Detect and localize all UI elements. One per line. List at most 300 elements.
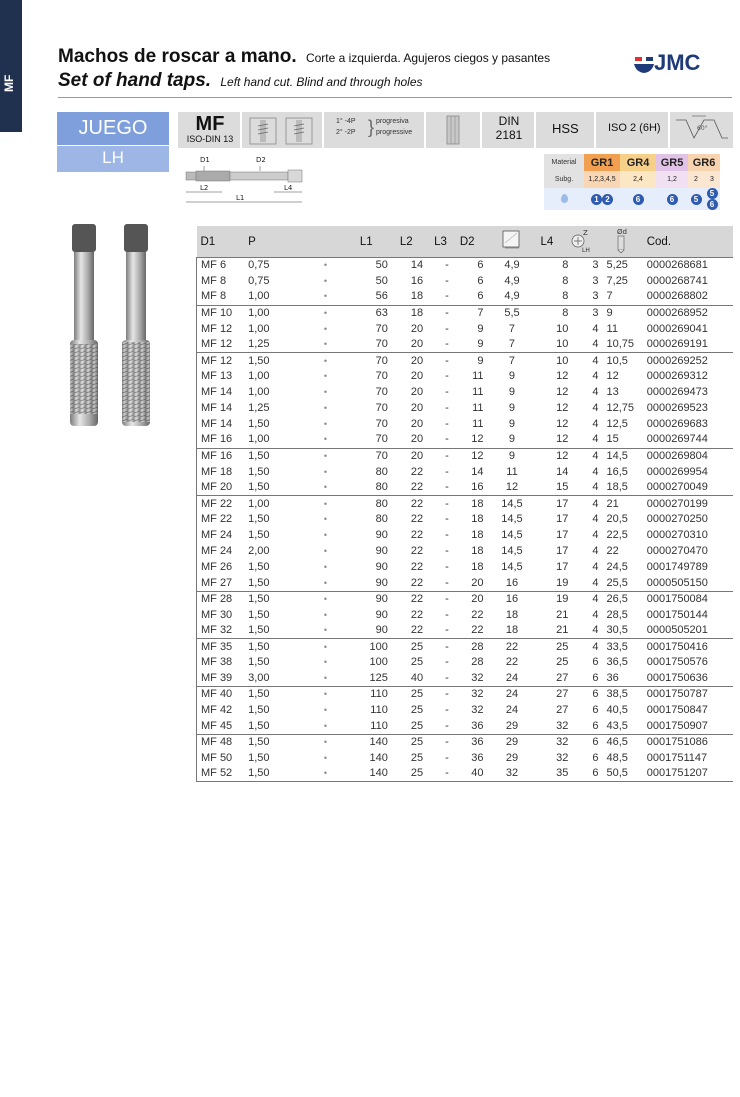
cell-bullet: •: [323, 418, 328, 429]
cell-p: 1,00: [248, 386, 270, 399]
cell-square: 24: [484, 687, 541, 703]
diagram-l4: L4: [284, 184, 293, 192]
cell-d2: 28: [471, 656, 484, 669]
cell-drill: 28,5: [606, 608, 628, 621]
cell-drill: 21: [599, 496, 645, 512]
cell-code: 0001750847: [646, 703, 708, 716]
cell-d2: 9: [477, 338, 484, 351]
cell-l2: 22: [410, 481, 424, 494]
cell-l4: 35: [540, 766, 568, 782]
cell-drill: 12: [606, 370, 619, 383]
cell-d1: MF 45: [197, 718, 249, 734]
cell-d1: MF 14: [197, 416, 249, 432]
title-en: Set of hand taps.: [58, 70, 212, 91]
cell-l2: 20: [410, 322, 424, 335]
cell-bullet: •: [323, 672, 328, 683]
cell-code: 0000268681: [645, 258, 733, 274]
cell-bullet: •: [323, 545, 328, 556]
cell-d1: MF 8: [197, 289, 249, 305]
cell-code: 0001750907: [646, 719, 708, 732]
cell-d2: 14: [471, 465, 484, 478]
cell-square: 9: [508, 417, 516, 430]
cell-l3: -: [445, 624, 449, 637]
table-row: [197, 687, 734, 703]
cell-l4: 8: [540, 258, 568, 274]
cell-drill: 16,5: [606, 465, 628, 478]
blind-through-hole-icon: [426, 112, 480, 148]
cell-l3: -: [434, 258, 460, 274]
cell-code: 0001750084: [645, 591, 733, 607]
cell-d1: MF 14: [197, 401, 249, 417]
cell-l1: 70: [360, 448, 388, 464]
usage-gr1: [584, 188, 620, 210]
cell-l4: 17: [556, 529, 569, 542]
spec-type: MF: [195, 113, 225, 135]
cell-l4: 8: [540, 305, 568, 321]
cell-l1: 110: [370, 703, 388, 716]
cell-d2: 22: [471, 608, 484, 621]
cell-square: 4,9: [484, 258, 541, 274]
cell-l1: 140: [369, 751, 388, 764]
cell-bullet: •: [323, 323, 328, 334]
cell-code: 0001750144: [646, 608, 708, 621]
cell-l1: 90: [375, 608, 388, 621]
brand-logo-mark: [632, 52, 656, 76]
cell-square: 14,5: [484, 496, 541, 512]
cell-l2: 22: [410, 608, 424, 621]
cell-l3: -: [445, 417, 449, 430]
cell-flutes: 6: [592, 719, 599, 732]
cell-d1: MF 22: [197, 512, 249, 528]
cell-l2: 25: [410, 751, 424, 764]
cell-d1: MF 35: [197, 639, 249, 655]
cell-d2: 11: [472, 401, 484, 414]
cell-d1: MF 22: [197, 496, 249, 512]
cell-drill: 20,5: [606, 513, 628, 526]
cell-square: 24: [505, 703, 519, 716]
cell-bullet: •: [323, 530, 328, 541]
header-flutes: [568, 226, 598, 258]
cell-code: 0000269252: [645, 353, 733, 369]
cell-l4: 17: [556, 544, 569, 557]
progressive-steps: [336, 116, 356, 138]
cell-d1: MF 50: [197, 750, 249, 766]
cell-drill: 38,5: [599, 687, 645, 703]
cell-l1: 50: [360, 258, 388, 274]
cell-drill: 30,5: [606, 624, 628, 637]
cell-flutes: 4: [592, 513, 599, 526]
cell-p: 1,50: [248, 513, 270, 526]
cell-l4: 8: [562, 290, 569, 303]
cell-l2: 25: [388, 687, 434, 703]
cell-bullet: •: [323, 625, 328, 636]
coolant-drop-cell: [544, 188, 584, 210]
cell-drill: 43,5: [606, 719, 628, 732]
cell-d1: MF 27: [197, 575, 249, 591]
header-code: Cod.: [645, 226, 733, 258]
cell-d1: MF 16: [197, 448, 249, 464]
cell-l2: 20: [388, 353, 434, 369]
table-row: [197, 639, 734, 655]
cell-l2: 25: [410, 719, 424, 732]
usage-circle: 6: [667, 194, 678, 205]
cell-bullet: •: [323, 577, 328, 588]
cell-l4: 25: [540, 639, 568, 655]
header-d2: D2: [460, 226, 484, 258]
cell-l1: 80: [375, 465, 388, 478]
cell-flutes: 4: [592, 481, 599, 494]
table-row: [197, 464, 734, 480]
cell-bullet: •: [323, 466, 328, 477]
cell-d2: 18: [471, 560, 484, 573]
cell-l4: 12: [556, 370, 569, 383]
flutes-lh-icon: [568, 226, 596, 254]
cell-d2: 18: [460, 496, 484, 512]
cell-d2: 40: [460, 766, 484, 782]
cell-p: 1,00: [248, 322, 270, 335]
cell-code: 0000270250: [646, 513, 708, 526]
cell-square: 32: [484, 766, 541, 782]
cell-d2: 36: [471, 751, 484, 764]
cell-p: 1,50: [248, 608, 270, 621]
drill-od-label: Ød: [616, 228, 627, 236]
cell-d1: MF 10: [197, 305, 249, 321]
cell-p: 1,50: [248, 624, 270, 637]
cell-square: 14,5: [501, 513, 523, 526]
cell-l4: 12: [556, 386, 569, 399]
cell-l3: -: [445, 656, 449, 669]
cell-l3: -: [445, 433, 449, 446]
cell-l2: 14: [388, 258, 434, 274]
cell-l4: 17: [540, 496, 568, 512]
cell-flutes: 6: [592, 656, 599, 669]
diagram-l2: L2: [200, 184, 209, 192]
cell-square: 18: [505, 608, 519, 621]
cell-p: 1,50: [248, 576, 270, 589]
cell-code: 0000270049: [646, 481, 708, 494]
cell-d1: MF 40: [197, 687, 249, 703]
cell-d1: MF 20: [197, 480, 249, 496]
diagram-d1: D1: [200, 156, 210, 164]
brace-icon: }: [368, 117, 375, 137]
cell-p: 1,50: [248, 417, 270, 430]
table-row: [197, 258, 734, 274]
cell-d1: MF 28: [197, 591, 249, 607]
cell-square: 14,5: [501, 529, 523, 542]
cell-bullet: •: [323, 720, 328, 731]
cell-l1: 90: [375, 576, 388, 589]
cell-l4: 21: [556, 624, 569, 637]
cell-square: 29: [505, 751, 519, 764]
cell-square: 16: [505, 576, 519, 589]
cell-drill: 33,5: [599, 639, 645, 655]
cell-flutes: 4: [568, 591, 598, 607]
cell-l4: 14: [556, 465, 569, 478]
cell-code: 0001750576: [646, 656, 708, 669]
cell-square: 9: [508, 370, 516, 383]
cell-square: 24: [505, 671, 519, 684]
cell-p: 1,50: [248, 766, 291, 782]
cell-l3: -: [434, 448, 460, 464]
cell-square: 7: [508, 338, 516, 351]
table-row: [197, 337, 734, 353]
cell-l3: -: [434, 496, 460, 512]
cell-l1: 90: [360, 591, 388, 607]
cell-square: 7: [484, 353, 541, 369]
cell-p: 1,50: [248, 560, 270, 573]
cell-drill: 36,5: [606, 656, 628, 669]
cell-l3: -: [434, 734, 460, 750]
cell-l2: 20: [410, 417, 424, 430]
cell-l3: -: [445, 370, 449, 383]
usage-circle: 2: [602, 194, 613, 205]
cell-p: 1,50: [248, 529, 270, 542]
cell-bullet: •: [291, 496, 360, 512]
cell-code: 0000269683: [646, 417, 708, 430]
cell-l1: 110: [370, 719, 388, 732]
cell-drill: 10,5: [599, 353, 645, 369]
cell-d1: MF 12: [197, 337, 249, 353]
cell-drill: 7,25: [606, 274, 628, 287]
progressive-labels: [376, 116, 412, 138]
cell-flutes: 4: [568, 639, 598, 655]
cell-l3: -: [445, 513, 449, 526]
table-header-row: [197, 226, 734, 258]
cell-bullet: •: [323, 561, 328, 572]
cell-p: 1,50: [248, 656, 270, 669]
spec-thread-profile-cell: [670, 112, 733, 148]
cell-flutes: 4: [592, 529, 599, 542]
cell-d1: MF 42: [197, 702, 249, 718]
cell-square: 4,9: [504, 290, 520, 303]
cell-d2: 16: [471, 481, 484, 494]
set-badge: JUEGO: [57, 112, 169, 145]
cell-square: 9: [508, 401, 516, 414]
table-row: [197, 591, 734, 607]
cell-d2: 36: [460, 734, 484, 750]
header-p: P: [248, 226, 291, 258]
tap-2: [122, 224, 150, 426]
cell-bullet: •: [291, 639, 360, 655]
spec-bar: [178, 112, 733, 148]
cell-bullet: •: [323, 387, 328, 398]
spec-tolerance-cell: [596, 112, 670, 148]
cell-l4: 10: [556, 338, 569, 351]
cell-code: 0000269041: [646, 322, 708, 335]
cell-l1: 50: [375, 274, 388, 287]
cell-l1: 70: [375, 322, 388, 335]
cell-l3: -: [445, 576, 449, 589]
cell-drill: 50,5: [599, 766, 645, 782]
svg-text:60°: 60°: [697, 125, 708, 132]
cell-l2: 20: [388, 448, 434, 464]
cell-square: 4,9: [504, 274, 520, 287]
cell-l2: 20: [410, 433, 424, 446]
cell-p: 1,50: [248, 481, 270, 494]
cell-l3: -: [445, 719, 449, 732]
cell-d2: 7: [460, 305, 484, 321]
cell-l4: 19: [540, 591, 568, 607]
cell-l1: 90: [375, 560, 388, 573]
cell-l1: 56: [375, 290, 388, 303]
table-row: [197, 607, 734, 623]
cell-l3: -: [434, 353, 460, 369]
subgroup-label: Subg.: [544, 171, 584, 188]
table-row: [197, 734, 734, 750]
cell-l4: 17: [556, 560, 569, 573]
cell-square: 9: [508, 433, 516, 446]
cell-p: 1,50: [248, 448, 291, 464]
square-drive-icon: [501, 229, 523, 251]
table-row: [197, 289, 734, 305]
cell-l2: 20: [410, 370, 424, 383]
cell-flutes: 6: [568, 687, 598, 703]
cell-d2: 32: [460, 687, 484, 703]
group-gr6: GR6: [688, 154, 720, 171]
cell-flutes: 4: [592, 544, 599, 557]
cell-square: 7: [508, 322, 516, 335]
cell-l1: 70: [375, 401, 388, 414]
cell-l4: 12: [556, 417, 569, 430]
table-row: [197, 718, 734, 734]
cell-square: 29: [505, 719, 519, 732]
cell-l4: 19: [556, 576, 569, 589]
cell-d2: 22: [471, 624, 484, 637]
cell-d1: MF 13: [197, 369, 249, 385]
table-body: [197, 258, 734, 782]
usage-circle: 6: [633, 194, 644, 205]
cell-bullet: •: [291, 766, 360, 782]
cell-p: 1,50: [248, 465, 270, 478]
cell-flutes: 4: [592, 386, 599, 399]
cell-bullet: •: [291, 258, 360, 274]
cell-l4: 27: [540, 687, 568, 703]
cell-d2: 6: [477, 274, 484, 287]
subtitle-en: Left hand cut. Blind and through holes: [220, 75, 423, 89]
cell-l2: 40: [410, 671, 424, 684]
table-row: [197, 416, 734, 432]
cell-square: 16: [484, 591, 541, 607]
cell-l3: -: [445, 290, 449, 303]
cell-d2: 32: [471, 703, 484, 716]
brand-logo: JMC: [654, 50, 701, 75]
cell-code: 0000505201: [646, 624, 708, 637]
cell-square: 14,5: [501, 544, 523, 557]
tap-dimension-diagram: [184, 152, 304, 206]
cell-code: 0000269804: [645, 448, 733, 464]
cell-square: 22: [484, 639, 541, 655]
cell-flutes: 6: [568, 766, 598, 782]
table-row: [197, 655, 734, 671]
cell-flutes: 4: [592, 624, 599, 637]
cell-drill: 5,25: [599, 258, 645, 274]
cell-l2: 16: [410, 274, 424, 287]
section-side-tab: [0, 0, 22, 132]
cell-l4: 32: [556, 751, 569, 764]
cell-d1: MF 18: [197, 464, 249, 480]
cell-l4: 10: [540, 353, 568, 369]
coolant-drop-icon: [561, 194, 568, 203]
cell-bullet: •: [323, 371, 328, 382]
cell-code: 0000269312: [646, 370, 708, 383]
cell-p: 1,50: [248, 703, 270, 716]
header-drill-diameter: [599, 226, 645, 258]
table-row: [197, 448, 734, 464]
cell-flutes: 4: [568, 448, 598, 464]
cell-drill: 14,5: [599, 448, 645, 464]
cell-drill: 48,5: [606, 751, 628, 764]
spec-din-cell: [482, 112, 536, 148]
cell-l3: -: [434, 639, 460, 655]
cell-p: 1,50: [248, 751, 270, 764]
cell-flutes: 3: [592, 290, 599, 303]
cell-drill: 13: [606, 386, 619, 399]
taps-data-table: [196, 226, 733, 782]
header-divider: [58, 97, 732, 98]
cell-flutes: 6: [568, 734, 598, 750]
cell-d2: 9: [477, 322, 484, 335]
cell-drill: 22: [606, 544, 619, 557]
cell-l3: -: [445, 322, 449, 335]
table-row: [197, 623, 734, 639]
progressive-es: progresiva: [376, 118, 409, 125]
din-label: DIN: [498, 114, 520, 128]
header-l4: L4: [540, 226, 568, 258]
diagram-l1: L1: [236, 194, 245, 202]
left-hand-badge: LH: [57, 146, 169, 172]
group-gr1: GR1: [584, 154, 620, 171]
cell-l3: -: [445, 703, 449, 716]
cell-l1: 90: [375, 624, 388, 637]
cell-l3: -: [445, 338, 449, 351]
cell-code: 0001750416: [645, 639, 733, 655]
cell-l3: -: [434, 766, 460, 782]
cell-bullet: •: [291, 305, 360, 321]
lh-label: LH: [582, 247, 591, 254]
cell-d2: 6: [460, 258, 484, 274]
cell-flutes: 4: [592, 322, 599, 335]
cell-l4: 21: [556, 608, 569, 621]
cell-l2: 22: [410, 529, 424, 542]
cell-l2: 22: [410, 560, 424, 573]
cell-l4: 32: [556, 719, 569, 732]
page-title-en: [58, 70, 423, 92]
cell-l1: 70: [375, 338, 388, 351]
cell-d1: MF 39: [197, 671, 249, 687]
cell-l1: 70: [375, 386, 388, 399]
cell-drill: 7: [606, 290, 613, 303]
cell-code: 0000269473: [646, 386, 708, 399]
cell-drill: 9: [599, 305, 645, 321]
cell-flutes: 4: [568, 353, 598, 369]
cell-l3: -: [445, 465, 449, 478]
cell-flutes: 4: [568, 496, 598, 512]
cell-d2: 12: [460, 448, 484, 464]
cell-code: 0001751207: [645, 766, 733, 782]
cell-flutes: 4: [592, 338, 599, 351]
cell-l3: -: [434, 687, 460, 703]
cell-drill: 24,5: [606, 560, 628, 573]
usage-gr4: [620, 188, 656, 210]
cell-square: 29: [484, 734, 541, 750]
table-row: [197, 559, 734, 575]
cell-p: 0,75: [248, 258, 291, 274]
cell-d1: MF 26: [197, 559, 249, 575]
cell-drill: 22,5: [606, 529, 628, 542]
cell-p: 2,00: [248, 544, 270, 557]
cell-drill: 18,5: [606, 481, 628, 494]
cell-bullet: •: [291, 734, 360, 750]
